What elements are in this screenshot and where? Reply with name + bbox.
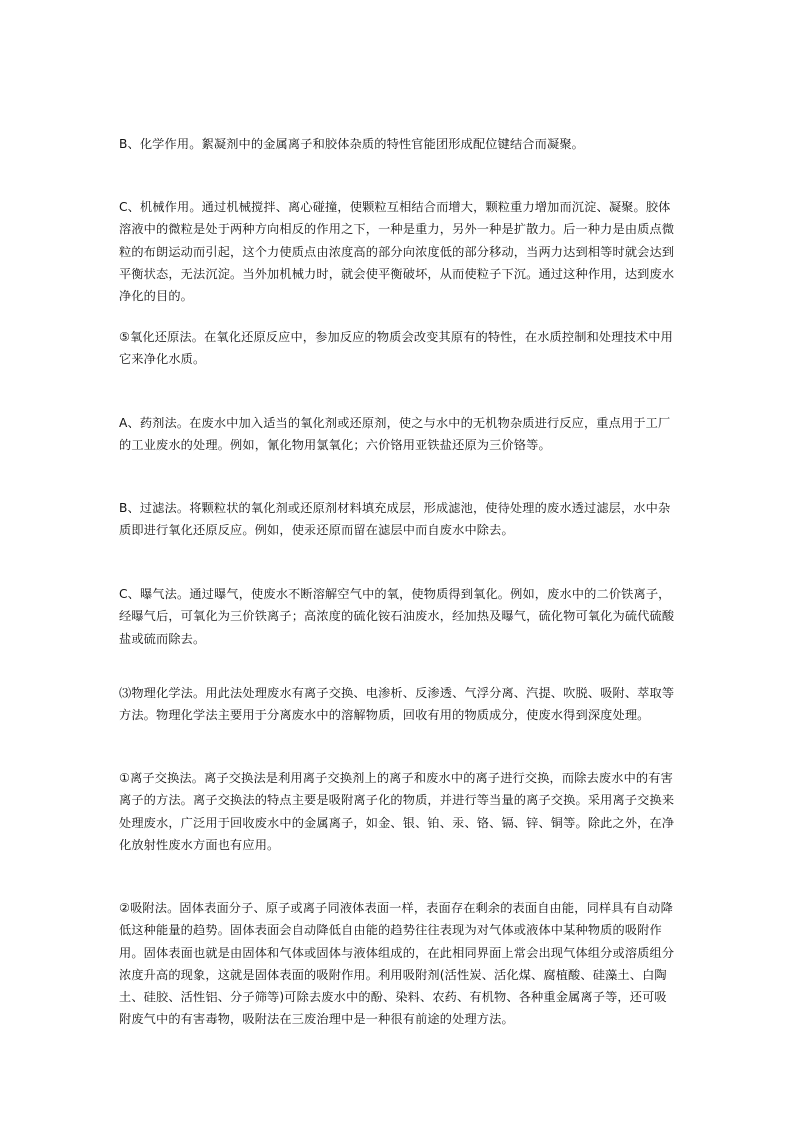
- paragraph-mechanical-action: C、机械作用。通过机械搅拌、离心碰撞，使颗粒互相结合而增大，颗粒重力增加而沉淀、凝聚。胶体溶液中的微粒是处于两种方向相反的作用之下，一种是重力，另外一种是扩散力。后一种力是由质点微粒的布朗运动而引起，这个力使质点由浓度高的部分向浓度低的部分移动，当两力达到相等时就会达到平衡状态，无法沉淀。当外加机械力时，就会使平衡破坏，从而使粒子下沉。通过这种作用，达到废水净化的目的。: [119, 200, 675, 304]
- paragraph-aeration-method: C、曝气法。通过曝气，使废水不断溶解空气中的氧，使物质得到氧化。例如，废水中的二价铁离子，经曝气后，可氧化为三价铁离子；高浓度的硫化铵石油废水，经加热及曝气，硫化物可氧化为硫代硫酸盐或硫而除去。: [119, 587, 675, 646]
- paragraph-ion-exchange-method: ①离子交换法。离子交换法是利用离子交换剂上的离子和废水中的离子进行交换，而除去废水中的有害离子的方法。离子交换法的特点主要是吸附离子化的物质，并进行等当量的离子交换。采用离子交换来处理废水，广泛用于回收废水中的金属离子，如金、银、铂、汞、铬、镉、锌、铜等。除此之外，在净化放射性废水方面也有应用。: [119, 771, 675, 852]
- paragraph-redox-method: ⑤氧化还原法。在氧化还原反应中，参加反应的物质会改变其原有的特性，在水质控制和处理技术中用它来净化水质。: [119, 330, 673, 367]
- paragraph-filtration-method: B、过滤法。将颗粒状的氧化剂或还原剂材料填充成层，形成滤池，使待处理的废水透过滤层，水中杂质即进行氧化还原反应。例如，使汞还原而留在滤层中而自废水中除去。: [119, 501, 671, 538]
- paragraph-chemical-action: B、化学作用。絮凝剂中的金属离子和胶体杂质的特性官能团形成配位键结合而凝聚。: [119, 137, 584, 151]
- paragraph-adsorption-method: ②吸附法。固体表面分子、原子或离子同液体表面一样，表面存在剩余的表面自由能，同样具有自动降低这种能量的趋势。固体表面会自动降低自由能的趋势往往表现为对气体或液体中某种物质的吸附作用。固体表面也就是由固体和气体或固体与液体组成的，在此相同界面上常会出现气体组分或溶质组分浓度升高的现象，这就是固体表面的吸附作用。利用吸附剂(活性炭、活化煤、腐植酸、硅藻土、白陶土、硅胶、活性铝、分子筛等)可除去废水中的酚、染料、农药、有机物、各种重金属离子等，还可吸附废气中的有害毒物，吸附法在三废治理中是一种很有前途的处理方法。: [119, 901, 675, 1027]
- paragraph-reagent-method: A、药剂法。在废水中加入适当的氧化剂或还原剂，使之与水中的无机物杂质进行反应，重点用于工厂的工业废水的处理。例如，氰化物用氯氧化；六价铬用亚铁盐还原为三价铬等。: [119, 416, 671, 453]
- paragraph-physicochemical-method: ⑶物理化学法。用此法处理废水有离子交换、电渗析、反渗透、气浮分离、汽提、吹脱、吸附、萃取等方法。物理化学法主要用于分离废水中的溶解物质，回收有用的物质成分，使废水得到深度处理。: [119, 686, 675, 723]
